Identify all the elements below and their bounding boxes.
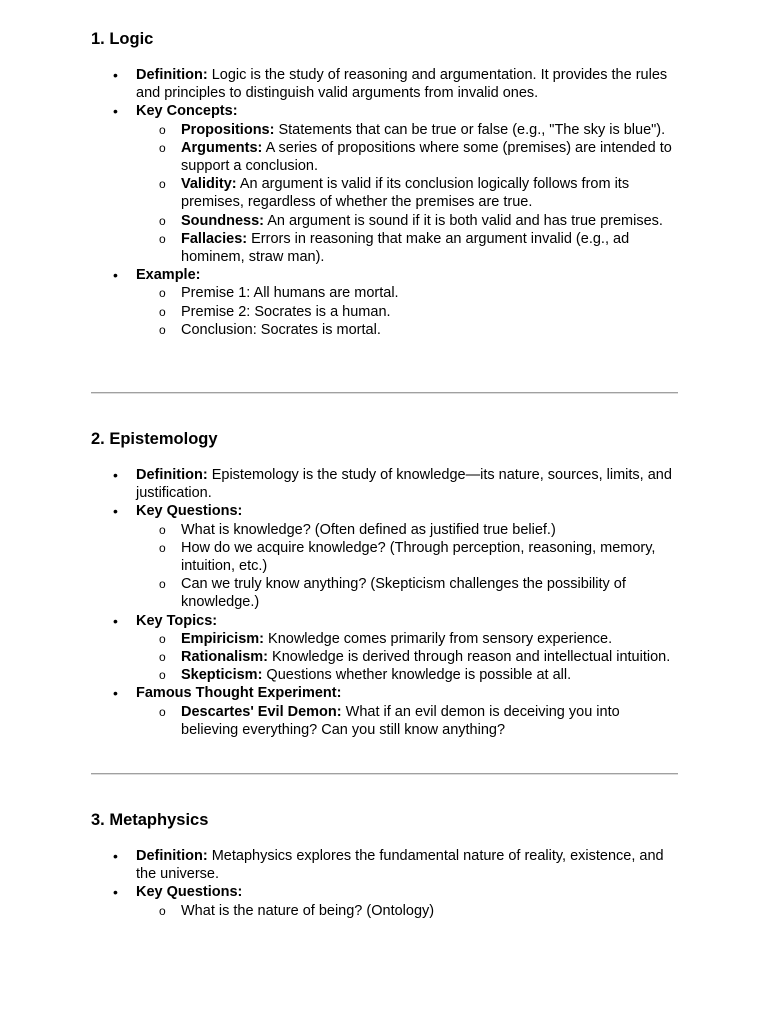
bullet-icon: • [113, 848, 118, 864]
sub-list-item [136, 648, 679, 666]
bullet-icon: • [113, 503, 118, 520]
sub-list [136, 284, 679, 339]
list-item [91, 502, 679, 611]
item-label: Definition: [136, 467, 208, 483]
bullet-icon: • [113, 103, 118, 120]
item-text: Questions whether knowledge is possible at all. [262, 667, 572, 684]
item-text: How do we acquire knowledge? (Through perception, reasoning, memory, intuition, etc.) [181, 539, 656, 575]
item-text: Metaphysics explores the fundamental nature of reality, existence, and the universe. [136, 848, 664, 883]
circle-bullet-icon: o [159, 322, 166, 337]
section-logic [91, 29, 679, 339]
circle-bullet-icon: o [159, 140, 166, 155]
sub-list-item [136, 902, 679, 920]
item-text: What is the nature of being? (Ontology) [181, 902, 435, 919]
circle-bullet-icon: o [159, 122, 166, 137]
section-title: 2. Epistemology [91, 430, 218, 448]
item-label: Descartes' Evil Demon: [181, 703, 342, 720]
sub-list [136, 902, 679, 920]
item-text: A series of propositions where some (premises) are intended to support a conclusion. [181, 139, 672, 175]
sub-list-item [136, 321, 679, 339]
bullet-icon: • [113, 467, 118, 483]
item-label: Propositions: [181, 121, 275, 138]
item-text: Premise 1: All humans are mortal. [181, 285, 399, 302]
sub-list-item [136, 703, 679, 739]
item-label: Skepticism: [181, 667, 263, 684]
circle-bullet-icon: o [159, 213, 166, 228]
item-text: An argument is sound if it is both valid and has true premises. [263, 212, 663, 229]
list-item [91, 847, 679, 883]
sub-list-item [136, 630, 679, 648]
circle-bullet-icon: o [159, 903, 166, 918]
item-label: Example: [136, 267, 201, 284]
list-item [91, 883, 679, 919]
list-item [91, 66, 679, 102]
sub-list-item [136, 575, 679, 611]
circle-bullet-icon: o [159, 231, 166, 246]
list-item [91, 102, 679, 266]
section-metaphysics [91, 810, 679, 920]
sub-list-item [136, 666, 679, 684]
bullet-icon: • [113, 685, 118, 702]
item-text: Epistemology is the study of knowledge—its nature, sources, limits, and justification. [136, 467, 672, 502]
item-text: Knowledge is derived through reason and intellectual intuition. [268, 649, 671, 666]
section-epistemology [91, 429, 679, 739]
sub-list-item [136, 212, 679, 230]
item-label: Key Questions: [136, 503, 243, 520]
circle-bullet-icon: o [159, 650, 166, 665]
bullet-icon: • [113, 67, 118, 83]
item-label: Definition: [136, 848, 208, 864]
circle-bullet-icon: o [159, 177, 166, 192]
circle-bullet-icon: o [159, 631, 166, 646]
bullet-icon: • [113, 612, 118, 629]
item-label: Soundness: [181, 212, 264, 229]
item-label: Key Questions: [136, 884, 243, 901]
circle-bullet-icon: o [159, 304, 166, 319]
section-divider [91, 392, 678, 394]
item-text: What if an evil demon is deceiving you into believing everything? Can you still know anything? [181, 703, 620, 738]
item-text: An argument is valid if its conclusion logically follows from its premises, regardless of whether the premises are true. [181, 176, 630, 211]
bullet-list [91, 466, 679, 739]
section-title: 1. Logic [91, 30, 154, 48]
item-label: Arguments: [181, 139, 263, 156]
sub-list-item [136, 230, 679, 266]
section-title: 3. Metaphysics [91, 811, 209, 829]
item-label: Validity: [181, 176, 237, 193]
sub-list-item [136, 139, 679, 175]
sub-list [136, 703, 679, 739]
list-item [91, 266, 679, 339]
bullet-icon: • [113, 267, 118, 284]
circle-bullet-icon: o [159, 286, 166, 301]
sub-list [136, 630, 679, 685]
section-divider [91, 773, 678, 775]
item-text: Logic is the study of reasoning and argumentation. It provides the rules and principles to distinguish valid arguments from invalid ones. [136, 67, 668, 102]
item-label: Fallacies: [181, 230, 248, 247]
bullet-list [91, 66, 679, 339]
item-text: Statements that can be true or false (e.g., "The sky is blue"). [274, 121, 666, 138]
item-text: What is knowledge? (Often defined as justified true belief.) [181, 521, 556, 538]
item-label: Rationalism: [181, 649, 269, 666]
sub-list-item [136, 175, 679, 211]
sub-list [136, 521, 679, 612]
item-label: Famous Thought Experiment: [136, 685, 342, 702]
sub-list-item [136, 539, 679, 575]
list-item [91, 466, 679, 502]
item-label: Key Concepts: [136, 103, 238, 120]
sub-list-item [136, 284, 679, 302]
bullet-list [91, 847, 679, 920]
circle-bullet-icon: o [159, 522, 166, 537]
item-label: Empiricism: [181, 630, 264, 647]
item-text: Premise 2: Socrates is a human. [181, 303, 391, 320]
list-item [91, 684, 679, 739]
sub-list-item [136, 521, 679, 539]
sub-list [136, 121, 679, 267]
sub-list-item [136, 121, 679, 139]
item-text: Errors in reasoning that make an argument invalid (e.g., ad hominem, straw man). [181, 230, 630, 266]
bullet-icon: • [113, 884, 118, 901]
circle-bullet-icon: o [159, 704, 166, 719]
item-text: Can we truly know anything? (Skepticism challenges the possibility of knowledge.) [181, 576, 626, 611]
item-label: Key Topics: [136, 612, 218, 629]
item-text: Knowledge comes primarily from sensory experience. [264, 630, 613, 647]
item-label: Definition: [136, 67, 208, 83]
circle-bullet-icon: o [159, 540, 166, 555]
item-text: Conclusion: Socrates is mortal. [181, 321, 381, 338]
sub-list-item [136, 303, 679, 321]
list-item [91, 612, 679, 685]
circle-bullet-icon: o [159, 577, 166, 592]
circle-bullet-icon: o [159, 668, 166, 683]
